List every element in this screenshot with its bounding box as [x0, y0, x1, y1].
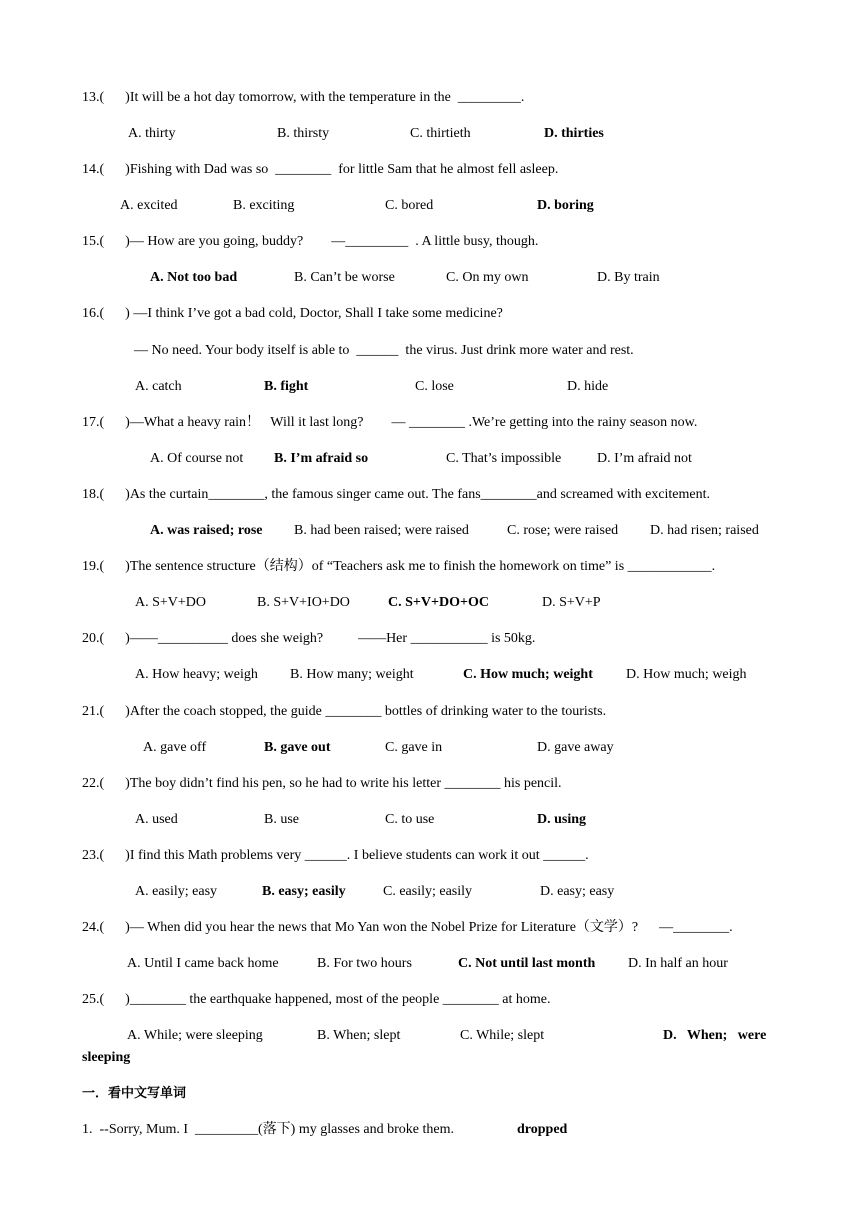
question-18-stem: 18.( )As the curtain________, the famous singer came out. The fans________and screamed with excitement.	[82, 487, 711, 502]
q17-option-a: A. Of course not	[150, 451, 244, 466]
question-20-stem: 20.( )——__________ does she weigh? ——Her ___________ is 50kg.	[82, 631, 536, 646]
question-16-stem-reply: — No need. Your body itself is able to ______ the virus. Just drink more water and rest.	[134, 343, 634, 358]
section-heading: 一．看中文写单词	[82, 1086, 187, 1101]
q16-option-d: D. hide	[567, 379, 609, 394]
q22-option-a: A. used	[135, 812, 178, 827]
q14-option-a: A. excited	[120, 198, 178, 213]
q25-option-d-answer: D. When; were	[663, 1028, 767, 1043]
q23-option-a: A. easily; easy	[135, 884, 218, 899]
question-15-stem: 15.( )— How are you going, buddy? —_________ . A little busy, though.	[82, 234, 539, 249]
q21-option-b-answer: B. gave out	[264, 740, 331, 755]
q20-option-b: B. How many; weight	[290, 667, 414, 682]
q19-option-d: D. S+V+P	[542, 595, 601, 610]
q24-option-c-answer: C. Not until last month	[458, 956, 596, 971]
q25-option-b: B. When; slept	[317, 1028, 401, 1043]
vocab-item-1-stem: 1. --Sorry, Mum. I _________(落下) my glasses and broke them.	[82, 1122, 454, 1137]
q18-option-a-answer: A. was raised; rose	[150, 523, 263, 538]
q23-option-d: D. easy; easy	[540, 884, 615, 899]
q22-option-c: C. to use	[385, 812, 435, 827]
question-24-stem: 24.( )— When did you hear the news that Mo Yan won the Nobel Prize for Literature（文学）? —________.	[82, 920, 733, 935]
q20-option-a: A. How heavy; weigh	[135, 667, 258, 682]
question-23-stem: 23.( )I find this Math problems very ______. I believe students can work it out ______.	[82, 848, 589, 863]
question-22-stem: 22.( )The boy didn’t find his pen, so he had to write his letter ________ his pencil.	[82, 776, 562, 791]
q14-option-c: C. bored	[385, 198, 434, 213]
question-16-stem: 16.( ) —I think I’ve got a bad cold, Doctor, Shall I take some medicine?	[82, 306, 503, 321]
q17-option-c: C. That’s impossible	[446, 451, 562, 466]
q20-option-d: D. How much; weigh	[626, 667, 747, 682]
q19-option-a: A. S+V+DO	[135, 595, 207, 610]
q17-option-b-answer: B. I’m afraid so	[274, 451, 369, 466]
q18-option-d: D. had risen; raised	[650, 523, 759, 538]
question-25-stem: 25.( )________ the earthquake happened, most of the people ________ at home.	[82, 992, 551, 1007]
vocab-item-1-answer: dropped	[517, 1122, 568, 1137]
q18-option-c: C. rose; were raised	[507, 523, 619, 538]
q23-option-b-answer: B. easy; easily	[262, 884, 346, 899]
question-17-stem: 17.( )—What a heavy rain！ Will it last long? — ________ .We’re getting into the rainy season now.	[82, 415, 698, 430]
q21-option-c: C. gave in	[385, 740, 443, 755]
question-13-stem: 13.( )It will be a hot day tomorrow, with the temperature in the _________.	[82, 90, 525, 105]
q23-option-c: C. easily; easily	[383, 884, 473, 899]
q13-option-b: B. thirsty	[277, 126, 330, 141]
q16-option-a: A. catch	[135, 379, 182, 394]
q13-option-d-answer: D. thirties	[544, 126, 604, 141]
q22-option-b: B. use	[264, 812, 299, 827]
q21-option-a: A. gave off	[143, 740, 207, 755]
q24-option-a: A. Until I came back home	[127, 956, 279, 971]
question-19-stem: 19.( )The sentence structure（结构）of “Teachers ask me to finish the homework on time” is ____________.	[82, 559, 716, 574]
q25-option-a: A. While; were sleeping	[127, 1028, 263, 1043]
q13-option-a: A. thirty	[128, 126, 176, 141]
q15-option-b: B. Can’t be worse	[294, 270, 395, 285]
q15-option-c: C. On my own	[446, 270, 529, 285]
q21-option-d: D. gave away	[537, 740, 614, 755]
q20-option-c-answer: C. How much; weight	[463, 667, 593, 682]
question-21-stem: 21.( )After the coach stopped, the guide ________ bottles of drinking water to the tourists.	[82, 704, 607, 719]
q24-option-d: D. In half an hour	[628, 956, 728, 971]
q15-option-d: D. By train	[597, 270, 660, 285]
q24-option-b: B. For two hours	[317, 956, 412, 971]
q14-option-d-answer: D. boring	[537, 198, 594, 213]
q25-option-d-answer-wrap: sleeping	[82, 1050, 131, 1065]
q25-option-c: C. While; slept	[460, 1028, 545, 1043]
q22-option-d-answer: D. using	[537, 812, 587, 827]
q14-option-b: B. exciting	[233, 198, 295, 213]
q19-option-b: B. S+V+IO+DO	[257, 595, 350, 610]
q16-option-b-answer: B. fight	[264, 379, 309, 394]
q17-option-d: D. I’m afraid not	[597, 451, 692, 466]
q13-option-c: C. thirtieth	[410, 126, 471, 141]
q15-option-a-answer: A. Not too bad	[150, 270, 238, 285]
q18-option-b: B. had been raised; were raised	[294, 523, 469, 538]
question-14-stem: 14.( )Fishing with Dad was so ________ for little Sam that he almost fell asleep.	[82, 162, 559, 177]
q16-option-c: C. lose	[415, 379, 454, 394]
q19-option-c-answer: C. S+V+DO+OC	[388, 595, 489, 610]
